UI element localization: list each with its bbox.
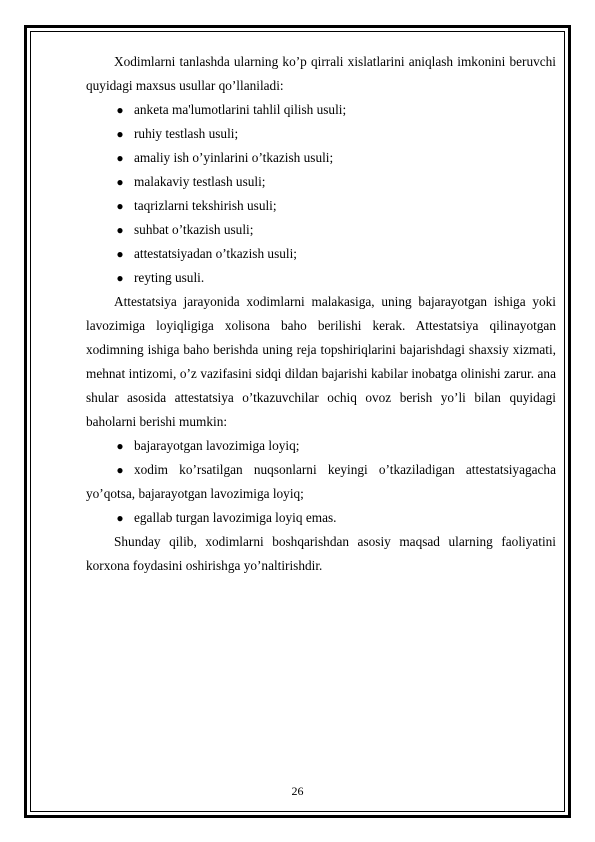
conclusion-paragraph: Shunday qilib, xodimlarni boshqarishdan asosiy maqsad ularning faoliyatini korxona foydasini oshirishga yo’naltirishdir. (86, 534, 556, 573)
bullet-icon: ● (116, 247, 124, 261)
intro-paragraph: Xodimlarni tanlashda ularning ko’p qirrali xislatlarini aniqlash imkonini beruvchi quyidagi maxsus usullar qo’llaniladi: (86, 54, 556, 93)
list-item: ● attestatsiyadan o’tkazish usuli; (86, 242, 556, 266)
grades-list (86, 434, 556, 530)
document-body (86, 50, 556, 578)
bullet-icon: ● (116, 151, 124, 165)
bullet-icon: ● (116, 511, 124, 525)
page-number: 26 (291, 784, 304, 798)
bullet-icon: ● (116, 175, 124, 189)
bullet-icon: ● (116, 223, 124, 237)
list-item: ● xodim ko’rsatilgan nuqsonlarni keyingi o’tkaziladigan attestatsiyagacha yo’qotsa, bajarayotgan lavozimiga loyiq; (86, 458, 556, 506)
list-item: ● amaliy ish o’yinlarini o’tkazish usuli; (86, 146, 556, 170)
attestation-paragraph: Attestatsiya jarayonida xodimlarni malakasiga, uning bajarayotgan ishiga yoki lavozimiga loyiqligiga xolisona baho berilishi kerak. Attestatsiya qilinayotgan xodimning ishiga baho berishda uning reja topshiriqlarini bajarishdagi shaxsiy xizmati, mehnat intizomi, o’z vazifasini sidqi dildan bajarishi kabilar inobatga olinishi zarur. ana shular asosida attestatsiya o’tkazuvchilar ochiq ovoz berish yo’li bilan quyidagi baholarni berishi mumkin: (86, 294, 556, 429)
bullet-icon: ● (116, 103, 124, 117)
bullet-icon: ● (116, 127, 124, 141)
list-item: ● malakaviy testlash usuli; (86, 170, 556, 194)
list-item: ● ruhiy testlash usuli; (86, 122, 556, 146)
methods-list (86, 98, 556, 290)
bullet-icon: ● (116, 271, 124, 285)
bullet-icon: ● (116, 439, 124, 453)
list-item: ● taqrizlarni tekshirish usuli; (86, 194, 556, 218)
list-item: ● anketa ma'lumotlarini tahlil qilish usuli; (86, 98, 556, 122)
bullet-icon: ● (116, 463, 124, 477)
list-item: ● bajarayotgan lavozimiga loyiq; (86, 434, 556, 458)
list-item: ● suhbat o’tkazish usuli; (86, 218, 556, 242)
list-item: ● egallab turgan lavozimiga loyiq emas. (86, 506, 556, 530)
list-item: ● reyting usuli. (86, 266, 556, 290)
bullet-icon: ● (116, 199, 124, 213)
